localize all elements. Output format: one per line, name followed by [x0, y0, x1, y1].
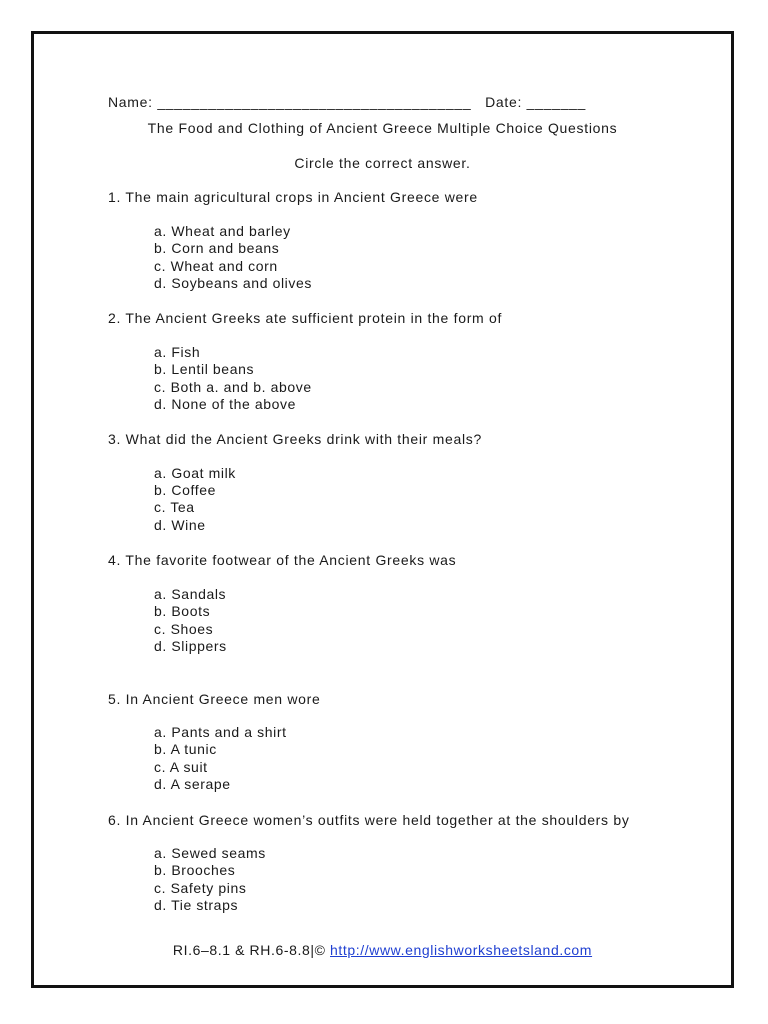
question-6: 6. In Ancient Greece women’s outfits were held together at the shoulders by [108, 812, 630, 828]
worksheet-footer [31, 941, 734, 959]
question-5: 5. In Ancient Greece men wore [108, 691, 321, 707]
question-3-option-d: d. Wine [154, 517, 206, 533]
question-6-option-a: a. Sewed seams [154, 845, 266, 861]
question-5-option-a: a. Pants and a shirt [154, 724, 287, 740]
question-2-option-c: c. Both a. and b. above [154, 379, 312, 395]
question-3: 3. What did the Ancient Greeks drink with their meals? [108, 431, 482, 447]
standards-text: RI.6–8.1 & RH.6-8.8|© [172, 942, 331, 958]
question-2-option-a: a. Fish [154, 344, 201, 360]
website-link[interactable]: http://www.englishworksheetsland.com [330, 942, 593, 958]
question-5-option-b: b. A tunic [154, 741, 217, 757]
question-4-option-c: c. Shoes [154, 621, 214, 637]
question-4-option-b: b. Boots [154, 603, 211, 619]
question-3-option-b: b. Coffee [154, 482, 216, 498]
question-5-option-c: c. A suit [154, 759, 208, 775]
name-date-line: Name: _____________________________________ Date: _______ [108, 94, 587, 110]
question-1-option-c: c. Wheat and corn [154, 258, 278, 274]
question-6-option-b: b. Brooches [154, 862, 236, 878]
question-3-option-a: a. Goat milk [154, 465, 236, 481]
question-6-option-d: d. Tie straps [154, 897, 239, 913]
question-1-option-d: d. Soybeans and olives [154, 275, 312, 291]
question-1-option-a: a. Wheat and barley [154, 223, 291, 239]
worksheet-title: The Food and Clothing of Ancient Greece Multiple Choice Questions [147, 120, 618, 136]
question-3-option-c: c. Tea [154, 499, 195, 515]
question-4-option-a: a. Sandals [154, 586, 227, 602]
instruction-text: Circle the correct answer. [294, 155, 471, 171]
question-2-option-b: b. Lentil beans [154, 361, 255, 377]
question-6-option-c: c. Safety pins [154, 880, 247, 896]
question-2-option-d: d. None of the above [154, 396, 296, 412]
question-4: 4. The favorite footwear of the Ancient Greeks was [108, 552, 457, 568]
question-4-option-d: d. Slippers [154, 638, 227, 654]
question-2: 2. The Ancient Greeks ate sufficient protein in the form of [108, 310, 503, 326]
question-1-option-b: b. Corn and beans [154, 240, 280, 256]
question-1: 1. The main agricultural crops in Ancient Greece were [108, 189, 478, 205]
worksheet-border [31, 31, 734, 988]
question-5-option-d: d. A serape [154, 776, 231, 792]
